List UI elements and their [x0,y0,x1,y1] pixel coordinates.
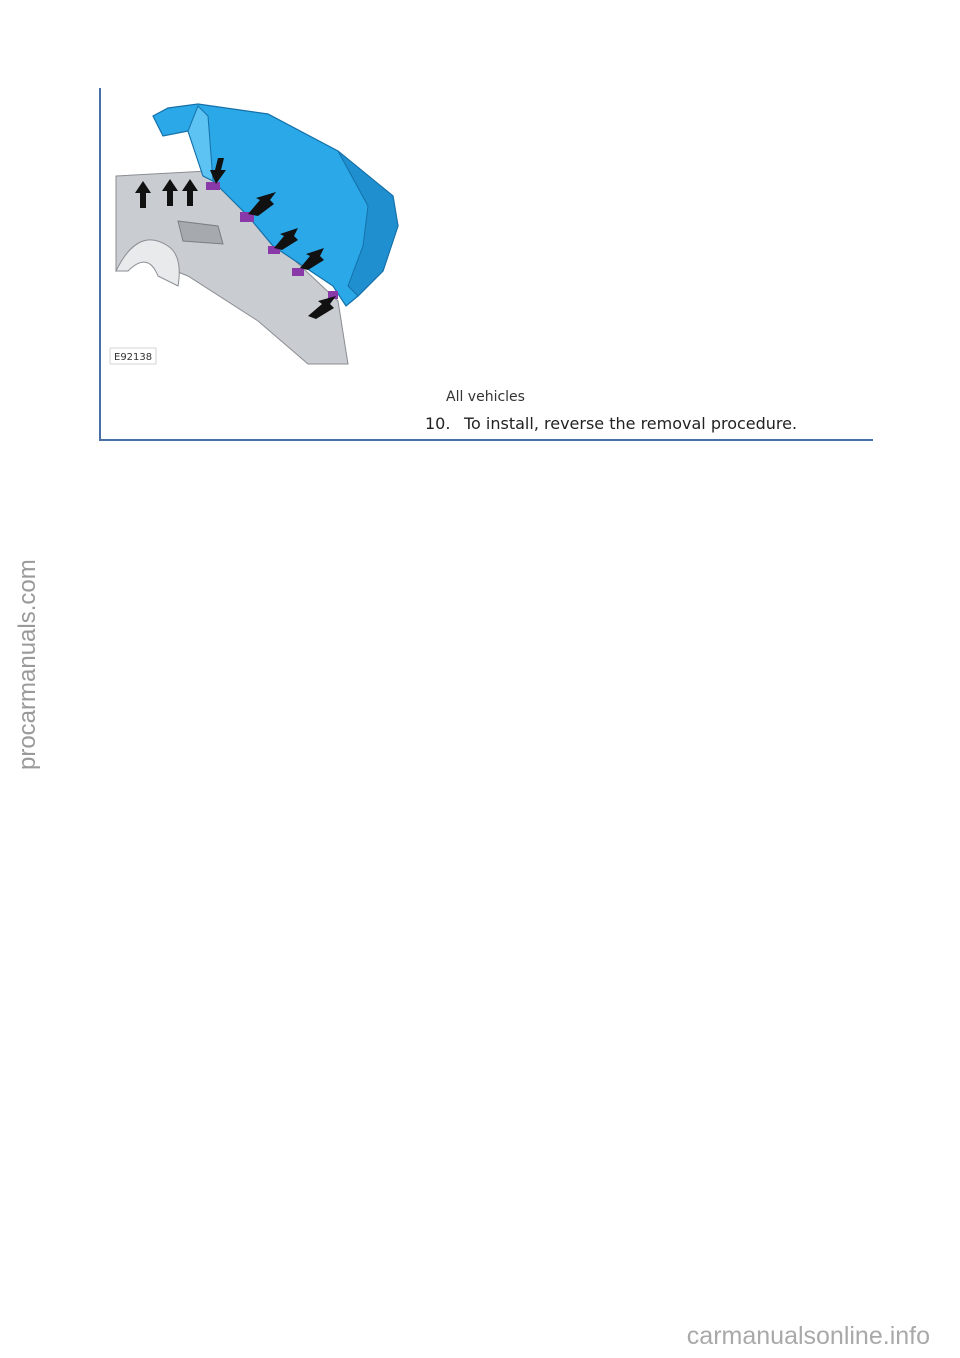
frame-left-border [99,88,101,441]
procedure-step [425,414,797,433]
bumper-cover-illustration [108,96,408,371]
side-watermark[interactable]: procarmanuals.com [14,559,41,770]
frame-bottom-border [99,439,873,441]
clip [292,268,304,276]
clip [206,182,220,190]
bottom-watermark[interactable]: carmanualsonline.info [686,1322,930,1350]
figure-caption: All vehicles [446,389,525,405]
step-number: 10. [425,414,451,433]
step-text: To install, reverse the removal procedure. [464,414,798,433]
figure-id: E92138 [114,352,153,363]
